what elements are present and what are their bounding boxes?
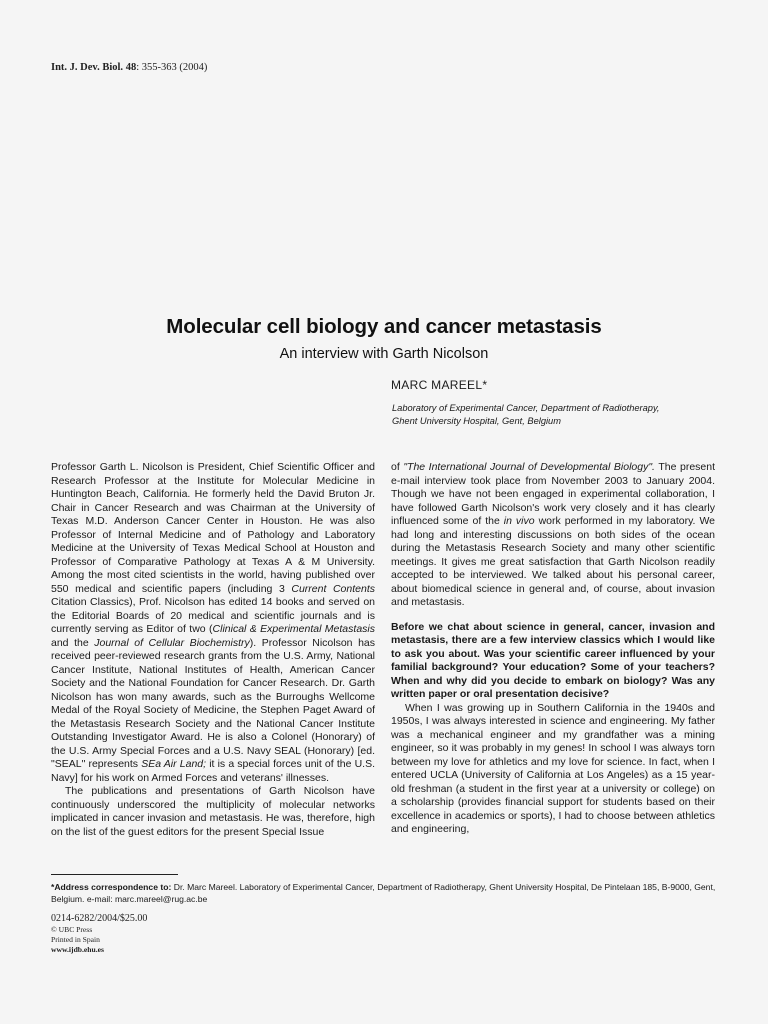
article-title: Molecular cell biology and cancer metastasis <box>166 315 602 338</box>
footnote-divider <box>51 874 178 875</box>
journal-title-italic-2: Journal of Cellular Biochemistry <box>94 636 250 649</box>
journal-pages: : 355-363 (2004) <box>136 62 208 73</box>
journal-volume: 48 <box>125 62 137 73</box>
current-contents-italic: Current Contents <box>291 582 375 595</box>
rc-text-3: work performed in my laboratory. We had long and interesting discussions on both sides of the ocean during the Metastasis Research Society and many other scientific meetings. It gives me great satisfaction that Garth Nicolson readily accepted to be interviewed. We talked about his personal career, about biomedical science in general and, of course, about invasion and metastasis. <box>391 515 716 608</box>
rc-text-2: The present e-mail interview took place from November 2003 to January 2004. Though we have not been engaged in experimental collaboration, I have followed Garth Nicolson's work very closely and it has clearly influenced some of the <box>391 461 716 527</box>
intro-text-2: Citation Classics), Prof. Nicolson has edited 14 books and served on the Editorial Boards of 20 medical and scientific journals and is currently serving as Editor of two ( <box>51 596 375 635</box>
interview-answer: When I was growing up in Southern California in the 1940s and 1950s, I was always interested in science and engineering. My father was a mechanical engineer and my grandfather was a mining engineer, so it was probably in my genes! In school I was always torn between my love for athletics and my love for science. In fact, when I entered UCLA (University of California at Los Angeles) as a 15 year-old freshman (a student in the first year at a university or college) on a scholarship (provides financial support for students based on their excellence in academics or sports), I had to choose between athletics and engineering, <box>391 701 715 835</box>
seal-italic: SEa Air Land; <box>141 758 207 770</box>
interview-intro-paragraph <box>391 461 715 610</box>
imprint-block <box>51 912 147 955</box>
affiliation-line-2: Ghent University Hospital, Gent, Belgium <box>392 416 561 426</box>
right-column <box>391 461 715 837</box>
intro-text-1: Professor Garth L. Nicolson is President, Chief Scientific Officer and Research Professor at the Institute for Molecular Medicine in Huntington Beach, California. He formerly held the David Bruton Jr. Chair in Cancer Research and was Chairman at the University of Texas M.D. Anderson Cancer Center in Houston. He was also Professor of Internal Medicine and of Pathology and Laboratory Medicine at the University of Texas Medical School at Houston and Professor of Comparative Pathology at Texas A & M University. Among the most cited scientists in the world, having published over 550 medical and scientific papers (including 3 <box>51 461 375 595</box>
journal-name: Int. J. Dev. Biol. <box>51 62 124 73</box>
author-name: MARC MAREEL* <box>391 378 488 392</box>
journal-name-italic: "The International Journal of Developmental Biology". <box>403 461 655 473</box>
journal-title-italic-1: Clinical & Experimental Metastasis <box>212 623 375 635</box>
publisher-copyright: © UBC Press <box>51 925 93 934</box>
correspondence-footnote <box>51 881 731 905</box>
intro-text-3: and the <box>51 636 95 649</box>
intro-paragraph <box>51 461 375 785</box>
left-column <box>51 461 375 839</box>
publications-paragraph: The publications and presentations of Garth Nicolson have continuously underscored the multiplicity of molecular networks implicated in cancer invasion and metastasis. He was, therefore, high on the list of the guest editors for the present Special Issue <box>51 785 375 838</box>
running-head <box>51 62 207 73</box>
in-vivo-italic: in vivo <box>503 515 535 527</box>
rc-text-1: of <box>391 461 404 473</box>
intro-text-4: ). Professor Nicolson has received peer-reviewed research grants from the U.S. Army, National Cancer Institute, National Institutes of Health, American Cancer Society and the National Foundation for Cancer Research. Dr. Garth Nicolson has won many awards, such as the Burroughs Wellcome Medal of the Royal Society of Medicine, the Stephen Paget Award of the Metastasis Research Society and the National Cancer Institute Outstanding Investigator Award. He is also a Colonel (Honorary) of the U.S. Army Special Forces and a U.S. Navy SEAL (Honorary) [ed. "SEAL" represents <box>51 636 376 770</box>
intro-text-5: it is a special forces unit of the U.S. Navy] for his work on Armed Forces and veterans' illnesses. <box>51 758 375 784</box>
journal-url: www.ijdb.ehu.es <box>51 945 104 954</box>
affiliation-line-1: Laboratory of Experimental Cancer, Department of Radiotherapy, <box>392 403 660 413</box>
footnote-text: Dr. Marc Mareel. Laboratory of Experimental Cancer, Department of Radiotherapy, Ghent University Hospital, De Pintelaan 185, B-9000, Gent, Belgium. e-mail: marc.mareel@rug.ac.be <box>51 882 716 904</box>
footnote-label: *Address correspondence to: <box>51 882 172 892</box>
article-subtitle: An interview with Garth Nicolson <box>279 346 489 362</box>
printed-in: Printed in Spain <box>51 935 100 944</box>
issn-price: 0214-6282/2004/$25.00 <box>51 913 148 924</box>
author-affiliation <box>392 402 722 428</box>
interview-question: Before we chat about science in general, cancer, invasion and metastasis, there are a few interview classics which I would like to ask you about. Was your scientific career influenced by your familial background? Your education? Some of your teachers? When and why did you decide to embark on biology? Was any written paper or oral presentation decisive? <box>391 620 715 700</box>
